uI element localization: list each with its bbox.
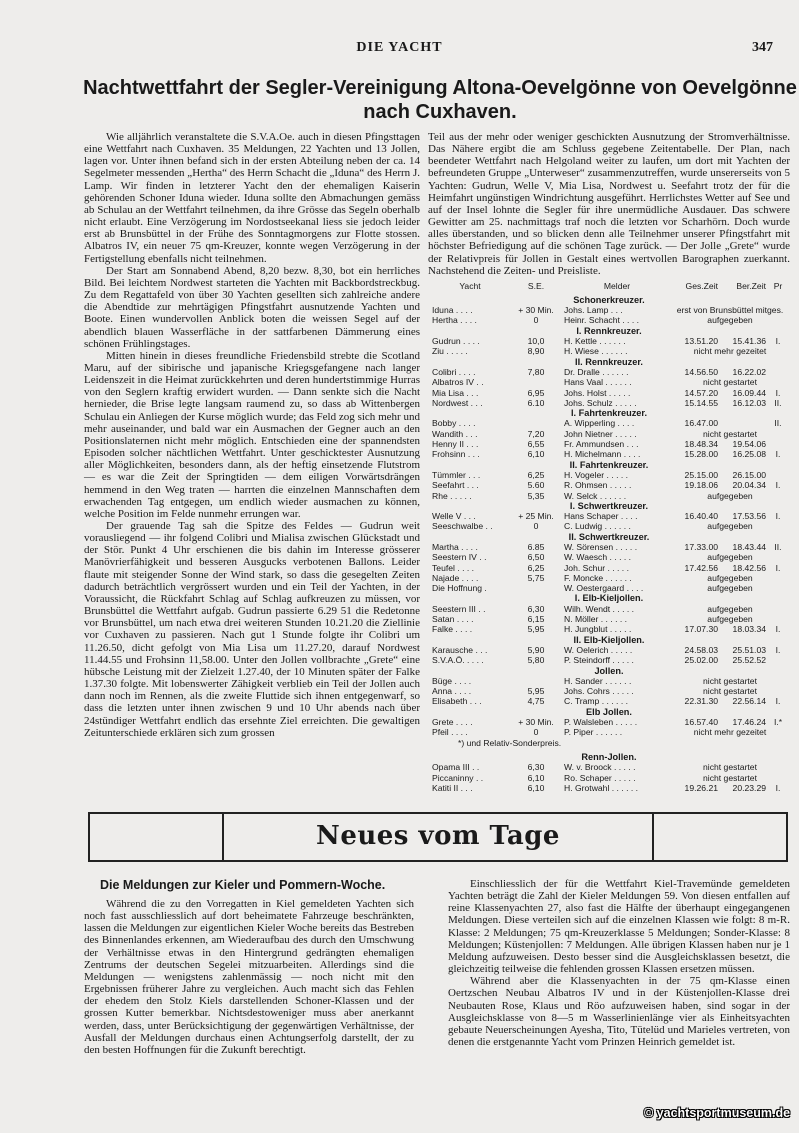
table-row xyxy=(428,511,790,521)
cell-se: 6,55 xyxy=(527,439,545,450)
cell-yacht: Satan . . . . xyxy=(432,614,474,625)
cell-melder: H. Michelmann . . . . xyxy=(564,449,641,460)
section-row xyxy=(428,357,790,367)
cell-yacht: Opama III . . xyxy=(432,762,480,773)
table-row xyxy=(428,470,790,480)
cell-melder: P. Piper . . . . . . xyxy=(564,727,623,738)
cell-melder: Johs. Cohrs . . . . . xyxy=(564,686,634,697)
cell-yacht: Mia Lisa . . . xyxy=(432,387,479,398)
paragraph: Während die zu den Vorregatten in Kiel gemeldeten Yachten sich noch fast ausschliesslich auf dort beheimatete Fahrzeuge beschränkten, lassen die Meldungen zur eigentlichen Kieler Woche bereits das Bestreben des Binnenlandes erkennen, am Wiederaufbau des durch den Umschwung der Verhältnisse etwas in den Hintergrund gedrängten ehemaligen Zentrums der deutschen Segelei mitzuarbeiten. Allerdings sind die Meldungen — wenigstens zahlenmässig — noch nicht mit den Ergebnissen früherer Jahre zu vergleichen. Auch macht sich das Fehlen der ehedem den Stolz Kiels darstellenden Schoner-Klassen und der grossen Kutter bemerkbar. Nichtsdestoweniger muss aber anerkannt werden, dass, unter Berücksichtigung der gegenwärtigen Verhältnisse, der Ausfall der Meldungen durchaus einen Achtungserfolg darstellt, der zu den besten Hoffnungen für die Zukunft berechtigt. xyxy=(84,898,414,1056)
cell-melder: N. Möller . . . . . . xyxy=(564,614,628,625)
table-row xyxy=(428,727,790,737)
cell-preis xyxy=(766,367,790,377)
cell-yacht: Albatros IV . . xyxy=(432,377,484,388)
cell-se: 5,75 xyxy=(527,572,545,583)
cell-yacht: Bobby . . . . xyxy=(432,418,476,429)
table-row xyxy=(428,614,790,624)
cell-ges-zeit: 16.40.40 xyxy=(684,511,718,522)
results-table xyxy=(428,281,790,793)
cell-melder: Heinr. Schacht . . . . xyxy=(564,315,639,326)
cell-se: 7,80 xyxy=(527,366,545,377)
page-number: 347 xyxy=(752,40,773,55)
section-row xyxy=(428,408,790,418)
cell-ber-zeit: 16.25.08 xyxy=(732,449,766,460)
cell-ber-zeit: 26.15.00 xyxy=(732,469,766,480)
cell-status: aufgegeben xyxy=(707,572,753,583)
cell-ges-zeit: 18.48.34 xyxy=(684,439,718,450)
cell-preis: II. xyxy=(774,418,782,429)
article-title xyxy=(80,76,799,124)
section-heading: II. Schwertkreuzer. xyxy=(568,531,650,542)
table-row xyxy=(428,573,790,583)
cell-ber-zeit: 25.51.03 xyxy=(732,644,766,655)
cell-ber-zeit: 16.12.03 xyxy=(732,397,766,408)
cell-ges-zeit: 16.57.40 xyxy=(684,717,718,728)
cell-preis: II. xyxy=(774,397,782,408)
table-row xyxy=(428,388,790,398)
article2-title: Die Meldungen zur Kieler und Pommern-Woche. xyxy=(100,878,386,892)
col-header-yacht: Yacht xyxy=(459,280,481,291)
cell-status: aufgegeben xyxy=(707,521,753,532)
cell-status: nicht gestartet xyxy=(703,686,757,697)
cell-yacht: Piccaninny . . xyxy=(432,772,484,783)
cell-ges-zeit: 19.26.21 xyxy=(684,782,718,793)
cell-ges-zeit: 15.14.55 xyxy=(684,397,718,408)
section-heading: II. Fahrtenkreuzer. xyxy=(569,459,649,470)
cell-se: + 25 Min. xyxy=(518,511,554,522)
col-header-pr: Pr xyxy=(773,280,783,291)
cell-status: aufgegeben xyxy=(707,614,753,625)
cell-status: nicht gestartet xyxy=(703,762,757,773)
cell-yacht: Falke . . . . xyxy=(432,624,473,635)
cell-melder: W. Waesch . . . . . xyxy=(564,552,632,563)
cell-melder: W. Sörensen . . . . . xyxy=(564,542,638,552)
cell-ber-zeit: 18.43.44 xyxy=(732,542,766,552)
cell-se: 6,10 xyxy=(527,782,545,793)
cell-melder: P. Steindorff . . . . . xyxy=(564,655,634,666)
cell-status: nicht gestartet xyxy=(703,377,757,388)
cell-ber-zeit: 22.56.14 xyxy=(732,696,766,707)
cell-yacht: Colibri . . . . xyxy=(432,366,476,377)
section-heading: Schonerkreuzer. xyxy=(573,294,645,305)
section-banner xyxy=(88,812,788,862)
article-body xyxy=(84,131,790,807)
cell-yacht: Seeschwalbe . . xyxy=(432,521,493,532)
paragraph: Teil aus der mehr oder weniger geschickten Ausnutzung der Stromverhältnisse. Das Nähere ergibt die am Schluss gegebene Zeitentabelle. Der Plan, nach beendeter Wettfahrt nach Helgoland weiter zu laufen, um dort mit Yachten der befreundeten Gruppe „Unterweser“ zusammenzutreffen, wurde unsererseits von 5 Yachten: Gudrun, Welle V, Mia Lisa, Nordwest u. Seefahrt trotz der für die Heimfahrt ungünstigen Windrichtung ausgeführt. Herrlichstes Wetter auf See und auf der Insel lohnte die Segler für ihre unermüdliche Ausdauer. Das schwere Gewitter am 25. nachmittags traf noch die letzten vor Scharhörn. Doch wurde alles überstanden, und so blicken denn alle Teilnehmer unserer Pfingstfahrt mit höchster Befriedigung auf die schönen Tage zurück. — Der Jolle „Grete“ wurde der Relativpreis für Jollen in Gestalt eines wertvollen Barographen zuerkannt. Nachstehend die Zeiten- und Preisliste. xyxy=(428,131,790,277)
section-heading: Renn-Jollen. xyxy=(581,751,637,762)
cell-yacht: Martha . . . . xyxy=(432,542,478,552)
cell-preis: I. xyxy=(775,336,781,347)
section-row xyxy=(428,635,790,645)
cell-yacht: Hertha . . . . xyxy=(432,315,477,326)
cell-status: nicht gestartet xyxy=(703,675,757,686)
cell-yacht: Ziu . . . . . xyxy=(432,346,468,357)
cell-ges-zeit: 14.57.20 xyxy=(684,387,718,398)
cell-preis: I. xyxy=(775,480,781,491)
cell-melder: W. v. Broock . . . . . xyxy=(564,762,636,773)
cell-ges-zeit: 15.28.00 xyxy=(684,449,718,460)
cell-ber-zeit: 16.09.44 xyxy=(732,387,766,398)
table-row xyxy=(428,645,790,655)
table-row xyxy=(428,305,790,315)
cell-yacht: Teufel . . . . xyxy=(432,562,475,573)
cell-melder: Johs. Lamp . . . xyxy=(564,305,623,316)
cell-status: aufgegeben xyxy=(707,490,753,501)
cell-se: 7,20 xyxy=(527,428,545,439)
cell-yacht: Seestern IV . . xyxy=(432,552,487,563)
cell-se: 5,80 xyxy=(527,655,545,666)
section-row xyxy=(428,593,790,603)
table-row xyxy=(428,717,790,727)
table-row xyxy=(428,655,790,665)
cell-se: + 30 Min. xyxy=(518,717,554,728)
cell-se: 6,10 xyxy=(527,449,545,460)
cell-se xyxy=(508,676,564,686)
cell-melder: C. Tramp . . . . . . xyxy=(564,696,628,707)
cell-melder: Hans Vaal . . . . . . xyxy=(564,377,632,388)
cell-preis xyxy=(766,655,790,665)
cell-melder: Fr. Ammundsen . . . xyxy=(564,439,639,450)
section-heading: II. Elb-Kieljollen. xyxy=(573,634,645,645)
cell-melder: W. Selck . . . . . . xyxy=(564,490,627,501)
section-heading: Jollen. xyxy=(594,665,624,676)
cell-ber-zeit: 19.54.06 xyxy=(732,439,766,450)
cell-preis: II. xyxy=(774,542,782,552)
col-header-se: S.E. xyxy=(527,280,545,291)
cell-status: nicht gestartet xyxy=(703,772,757,783)
section-row xyxy=(428,460,790,470)
section-heading: Elb Jollen. xyxy=(586,706,632,717)
cell-melder: Wilh. Wendt . . . . . xyxy=(564,603,635,614)
cell-se: 5,95 xyxy=(527,624,545,635)
table-row xyxy=(428,676,790,686)
cell-se: 6.10 xyxy=(527,397,545,408)
col-header-melder: Melder xyxy=(603,280,631,291)
cell-status: nicht mehr gezeitet xyxy=(693,346,767,357)
cell-ges-zeit: 13.51.20 xyxy=(684,336,718,347)
section-row xyxy=(428,532,790,542)
article2-left-column xyxy=(84,898,414,1056)
cell-yacht: Iduna . . . . xyxy=(432,305,473,316)
cell-se: + 30 Min. xyxy=(518,305,554,316)
table-row xyxy=(428,773,790,783)
section-heading: I. Fahrtenkreuzer. xyxy=(570,408,648,419)
cell-yacht: Welle V . . . xyxy=(432,511,476,522)
cell-ber-zeit: 17.53.56 xyxy=(732,511,766,522)
table-row xyxy=(428,429,790,439)
cell-melder: Johs. Schulz . . . . . xyxy=(564,397,637,408)
cell-yacht: Karausche . . . xyxy=(432,644,488,655)
cell-ges-zeit: 24.58.03 xyxy=(684,644,718,655)
table-row xyxy=(428,542,790,552)
cell-preis: I. xyxy=(775,449,781,460)
table-row xyxy=(428,624,790,634)
banner-divider xyxy=(652,814,654,860)
cell-melder: H. Sander . . . . . . xyxy=(564,675,632,686)
cell-se: 0 xyxy=(533,521,539,532)
cell-melder: F. Moncke . . . . . . xyxy=(564,572,632,583)
paragraph: Wie alljährlich veranstaltete die S.V.A.Oe. auch in diesen Pfingsttagen eine Wettfahrt nach Cuxhaven. 35 Meldungen, 22 Yachten und 13 Jollen, lagen vor. Unter ihnen befand sich in der ersten Abteilung neben der ca. 14 Segelmeter messenden „Hertha“ des Herrn Schacht die „Iduna“ des Herrn J. Lamp. Wir finden in letzterer Yacht den der ehemaligen Kaiserin gehörenden Schoner Iduna wieder. Iduna sollte den Abmachungen gemäss ab Schulau an der Wettfahrt teilnehmen, da ihre Grösse das Segeln oberhalb nicht erlaubt. Eine Verzögerung im Nordostseekanal liess sie jedoch leider erst ab Brunsbüttel in der Frühe des Sonntagmorgens zur Flotte stossen. Albatros IV, ein neuer 75 qm-Kreuzer, konnte wegen Verzögerung in der Fertigstellung ebenfalls nicht teilnehmen. xyxy=(84,131,420,265)
cell-melder: Joh. Schur . . . . . xyxy=(564,562,629,573)
cell-melder: P. Walsleben . . . . . xyxy=(564,717,638,728)
cell-ges-zeit: 17.33.00 xyxy=(684,542,718,552)
cell-ber-zeit: 18.03.34 xyxy=(732,624,766,635)
cell-se: 5,90 xyxy=(527,644,545,655)
cell-se: 5,35 xyxy=(527,490,545,501)
cell-ges-zeit: 14.56.50 xyxy=(684,366,718,377)
cell-preis: I. xyxy=(775,624,781,635)
cell-status: nicht mehr gezeitet xyxy=(693,727,767,738)
paragraph: Der Start am Sonnabend Abend, 8,20 bezw. 8,30, bot ein herrliches Bild. Bei leichtem Nordwest starteten die Yachten mit Backbordstreckbug. Zu dem Regattafeld von über 30 Yachten gesellten sich zahlreiche andere die Abendtide zur mehrtägigen Pfingstfahrt ausnutzende Yachten und Boote. Einen wundervollen Anblick boten die weissen Segel auf der abendlich blauen Wasserfläche in der sattfarbenen Dämmerung eines schönen Frühlingstages. xyxy=(84,264,420,350)
table-row xyxy=(428,521,790,531)
cell-preis: I. xyxy=(775,387,781,398)
cell-ges-zeit: 25.02.00 xyxy=(684,655,718,666)
cell-ges-zeit: 17.07.30 xyxy=(684,624,718,635)
cell-yacht: Seefahrt . . . xyxy=(432,480,479,491)
cell-melder: Hans Schaper . . . . xyxy=(564,511,638,522)
cell-preis: I. xyxy=(775,782,781,793)
col-header-ges-zeit: Ges.Zeit xyxy=(685,280,718,291)
cell-melder: C. Ludwig . . . . . . xyxy=(564,521,631,532)
table-row xyxy=(428,762,790,772)
col-header-ber-zeit: Ber.Zeit xyxy=(736,280,766,291)
cell-melder: H. Grotwahl . . . . . . xyxy=(564,782,639,793)
article2-right-column xyxy=(448,878,790,1056)
cell-status: erst von Brunsbüttel mitges. xyxy=(676,305,784,316)
cell-ges-zeit: 19.18.06 xyxy=(684,480,718,491)
paragraph: Während aber die Klassenyachten in der 75 qm-Klasse einen Oertzschen Neubau Albatros IV und in der Küstenjollen-Klasse drei Neubauten Rose, Klaus und Röo aufzuweisen haben, sind sogar in der Ausgleichsklasse von 8—5 m Wasserlinienlänge vier als Einheitsyachten gebaute Neuerscheinungen Ayesha, Tito, Tütelüd und Marieles vertreten, von denen die erstgenannte Yacht vom Prinzen Heinrich gemeldet ist. xyxy=(448,975,790,1049)
cell-yacht: Gudrun . . . . xyxy=(432,336,480,347)
section-heading: I. Rennkreuzer. xyxy=(576,325,642,336)
cell-se: 6,25 xyxy=(527,562,545,573)
cell-yacht: Grete . . . . xyxy=(432,717,473,728)
cell-preis: I. xyxy=(775,696,781,707)
cell-ber-zeit: 20.04.34 xyxy=(732,480,766,491)
cell-ber-zeit: 15.41.36 xyxy=(732,336,766,347)
section-row xyxy=(428,326,790,336)
cell-preis: I.* xyxy=(773,717,783,728)
footnote-row xyxy=(428,738,790,748)
table-row xyxy=(428,439,790,449)
cell-ges-zeit: 25.15.00 xyxy=(684,469,718,480)
section-row xyxy=(428,666,790,676)
cell-melder: H. Vogeler . . . . . xyxy=(564,469,629,480)
paragraph: Der grauende Tag sah die Spitze des Feldes — Gudrun weit vorausliegend — ihr folgend Colibri und Mialisa zwischen Glückstadt und der Stör. Punkt 4 Uhr erschienen die bis dahin im Interesse grösserer Manövrierfähigkeit und besseren Ausgucks verbotenen Ballons. Leider flaute mit steigender Sonne der Wind stark, so dass die gesegelten Zeiten dadurch beträchtlich vergrössert wurden und ein Teil der Yachten, in der Voraussicht, die Rückfahrt Schlag auf Schlag aufkreuzen zu müssen, vor Brunsbüttel die Wettfahrt aufgab. Gudrun passierte 6.29 51 die Redetonne vor Brunsbüttel, um nach etwa drei weiteren Stunden 10.21.20 die Ziellinie vor Cuxhaven zu passieren. Nach gut 1 Stunde folgte ihr Colibri um 11.26.50, dicht gefolgt von Mia Lisa um 11.27.20, darauf Nordwest 11.44.55 und Frohsinn 11,58.00. Unter den Jollen vollbrachte „Grete“ eine hübsche Leistung mit der Zielzeit 1.27.40, der 10 Minuten später der Falke 1.37.30 folgte. Mit lobenswerter Zähigkeit verblieb ein Teil der Jollen auch dann noch im Rennen, als die zweite Fluttide sich ihnen entgegenwarf, so dass die letzten unter ihnen zwischen 9 und 10 Uhr abends nach über 24stündiger Wettfahrt endlich das ersehnte Ziel erreichten. Die gewaltigen Zeitunterschiede erklären sich zum grossen xyxy=(84,520,420,739)
cell-se: 6.85 xyxy=(527,542,545,552)
table-row xyxy=(428,583,790,593)
page-body xyxy=(84,131,790,1056)
table-row xyxy=(428,418,790,428)
cell-yacht: Anna . . . . xyxy=(432,686,472,697)
table-row xyxy=(428,377,790,387)
cell-se: 6,95 xyxy=(527,387,545,398)
cell-yacht: Rhe . . . . . xyxy=(432,490,472,501)
cell-se: 6,15 xyxy=(527,614,545,625)
cell-melder: H. Kettle . . . . . . xyxy=(564,336,626,347)
section-row xyxy=(428,501,790,511)
cell-yacht: Henny II . . . xyxy=(432,439,479,450)
paragraph: Mitten hinein in dieses freundliche Friedensbild strebte die Scotland Maru, auf der sibirische und japanische Kriegsgefangene nach langer Leidenszeit in die Heimat zurückkehrten und deren hundertstimmige Hurras von den Seglern kraftig erwidert wurden. — Dann senkte sich die Nacht hernieder, die Brise legte langsam raumend zu, so dass ab Wittenbergen Schulau ein Anliegen der Kurse möglich wurde; das Feld zog sich mehr und mehr auseinander, und bald war ein Ausmachen der Gegner auch an den Positionslaternen nicht mehr möglich. Entschieden eine der spannendsten Episoden solcher nächtlichen Wettfahrt. Unter geschicktester Ausnutzung aller Möglichkeiten, besonders dann, als der heftig einsetzende Flutstrom — es war die Zeit der Springtiden — dem eiligen Vorwärtsdrängen hemmend in den Weg traten — harrten die einzelnen Mannschaften dem erwachenden Tag entgegen, um endlich wieder ausmachen zu können, welche Position im Felde nunmehr errungen war. xyxy=(84,349,420,520)
journal-header: DIE YACHT xyxy=(356,40,443,55)
table-row xyxy=(428,563,790,573)
section-row xyxy=(428,707,790,717)
table-header-row xyxy=(428,281,790,295)
cell-yacht: Seestern III . . xyxy=(432,603,486,614)
cell-ber-zeit: 20.23.29 xyxy=(732,782,766,793)
table-row xyxy=(428,491,790,501)
cell-ges-zeit: 17.42.56 xyxy=(684,562,718,573)
paragraph: Einschliesslich der für die Wettfahrt Kiel-Travemünde gemeldeten Yachten beträgt die Zahl der Kieler Meldungen 59. Von diesen entfallen auf reine Klassenyachten 27, also fast die Hälfte der überhaupt eingegangenen Meldungen. Diese verteilen sich auf die einzelnen Klassen wie folgt: 8 m-R. Klasse: 2 Meldungen; 75 qm-Kreuzerklasse 5 Meldungen; Sonder-Klasse: 8 Meldungen; Küstenjollen: 7 Meldungen. Alle übrigen Klassen haben nur je 1 Meldung aufzuweisen. Desto besser sind die Ausgleichsklassen besetzt, die gleichzeitig teilweise die fehlenden grossen Klassen ersetzen müssen. xyxy=(448,878,790,976)
cell-yacht: Frohsinn . . . xyxy=(432,449,480,460)
cell-ber-zeit: 17.46.24 xyxy=(732,717,766,728)
cell-se: 6,25 xyxy=(527,469,545,480)
cell-yacht: Nordwest . . . xyxy=(432,397,483,408)
cell-melder: W. Oelerich . . . . . xyxy=(564,644,633,655)
section-heading: II. Rennkreuzer. xyxy=(575,356,643,367)
table-row xyxy=(428,686,790,696)
cell-se: 0 xyxy=(533,315,539,326)
cell-melder: Ro. Schaper . . . . . xyxy=(564,772,636,783)
cell-se: 5,95 xyxy=(527,686,545,697)
cell-melder: R. Ohmsen . . . . . xyxy=(564,480,632,491)
cell-status: aufgegeben xyxy=(707,552,753,563)
cell-se: 6,30 xyxy=(527,762,545,773)
title-line-2: nach Cuxhaven. xyxy=(363,101,517,123)
cell-ber-zeit: 16.22.02 xyxy=(732,366,766,377)
cell-se xyxy=(508,377,564,387)
cell-se: 6,30 xyxy=(527,603,545,614)
cell-ges-zeit: 22.31.30 xyxy=(684,696,718,707)
table-row xyxy=(428,346,790,356)
article-left-column xyxy=(84,131,420,807)
banner-title: Neues vom Tage xyxy=(316,821,560,851)
cell-se: 5.60 xyxy=(527,480,545,491)
cell-melder: H. Wiese . . . . . . xyxy=(564,346,628,357)
cell-melder: John Nietner . . . . . xyxy=(564,428,637,439)
cell-se: 6,50 xyxy=(527,552,545,563)
section-heading: I. Schwertkreuzer. xyxy=(569,500,649,511)
cell-preis xyxy=(766,439,790,449)
title-line-1: Nachtwettfahrt der Segler-Vereinigung Altona-Oevelgönne von Oevelgönne xyxy=(83,77,797,99)
cell-melder: Johs. Holst . . . . . xyxy=(564,387,631,398)
cell-yacht: Pfeil . . . . xyxy=(432,727,468,738)
table-row xyxy=(428,783,790,793)
cell-melder: W. Oestergaard . . . . xyxy=(564,583,644,594)
cell-se: 0 xyxy=(533,727,539,738)
cell-status: aufgegeben xyxy=(707,583,753,594)
cell-yacht: Katiti II . . . xyxy=(432,782,473,793)
footnote: *) und Relativ-Sonderpreis. xyxy=(458,737,562,748)
cell-status: aufgegeben xyxy=(707,315,753,326)
cell-melder: H. Jungblut . . . . . xyxy=(564,624,632,635)
cell-preis: I. xyxy=(775,562,781,573)
cell-yacht: Büge . . . . xyxy=(432,675,472,686)
cell-preis: I. xyxy=(775,511,781,522)
cell-se: 6,10 xyxy=(527,772,545,783)
watermark: © yachtsportmuseum.de xyxy=(644,1106,791,1120)
cell-se: 4,75 xyxy=(527,696,545,707)
cell-ges-zeit: 16.47.00 xyxy=(684,418,718,429)
table-row xyxy=(428,604,790,614)
cell-yacht: Wandith . . . xyxy=(432,428,478,439)
right-text xyxy=(428,131,790,277)
cell-melder: A. Wipperling . . . . xyxy=(564,418,635,429)
cell-se xyxy=(508,583,564,593)
cell-se: 10,0 xyxy=(527,336,545,347)
cell-ber-zeit: 18.42.56 xyxy=(732,562,766,573)
cell-preis xyxy=(766,470,790,480)
cell-ber-zeit: 25.52.52 xyxy=(732,655,766,666)
cell-yacht: Die Hoffnung . xyxy=(432,583,487,594)
section-row xyxy=(428,295,790,305)
article-right-column xyxy=(428,131,790,807)
table-row xyxy=(428,449,790,459)
table-row xyxy=(428,480,790,490)
cell-yacht: Elisabeth . . . xyxy=(432,696,482,707)
table-row xyxy=(428,398,790,408)
cell-se: 8,90 xyxy=(527,346,545,357)
cell-yacht: Najade . . . . xyxy=(432,572,479,583)
table-row xyxy=(428,552,790,562)
table-row xyxy=(428,315,790,325)
cell-status: aufgegeben xyxy=(707,603,753,614)
cell-melder: Dr. Dralle . . . . . . xyxy=(564,366,629,377)
section-heading: I. Elb-Kieljollen. xyxy=(574,593,644,604)
table-row xyxy=(428,336,790,346)
table-row xyxy=(428,367,790,377)
cell-se xyxy=(508,418,564,428)
cell-ber-zeit xyxy=(718,418,766,428)
cell-preis: I. xyxy=(775,644,781,655)
cell-yacht: S.V.A.Ö. . . . . xyxy=(432,655,484,666)
cell-yacht: Tümmler . . . xyxy=(432,469,481,480)
table-row xyxy=(428,696,790,706)
section-row xyxy=(428,752,790,762)
cell-status: nicht gestartet xyxy=(703,428,757,439)
